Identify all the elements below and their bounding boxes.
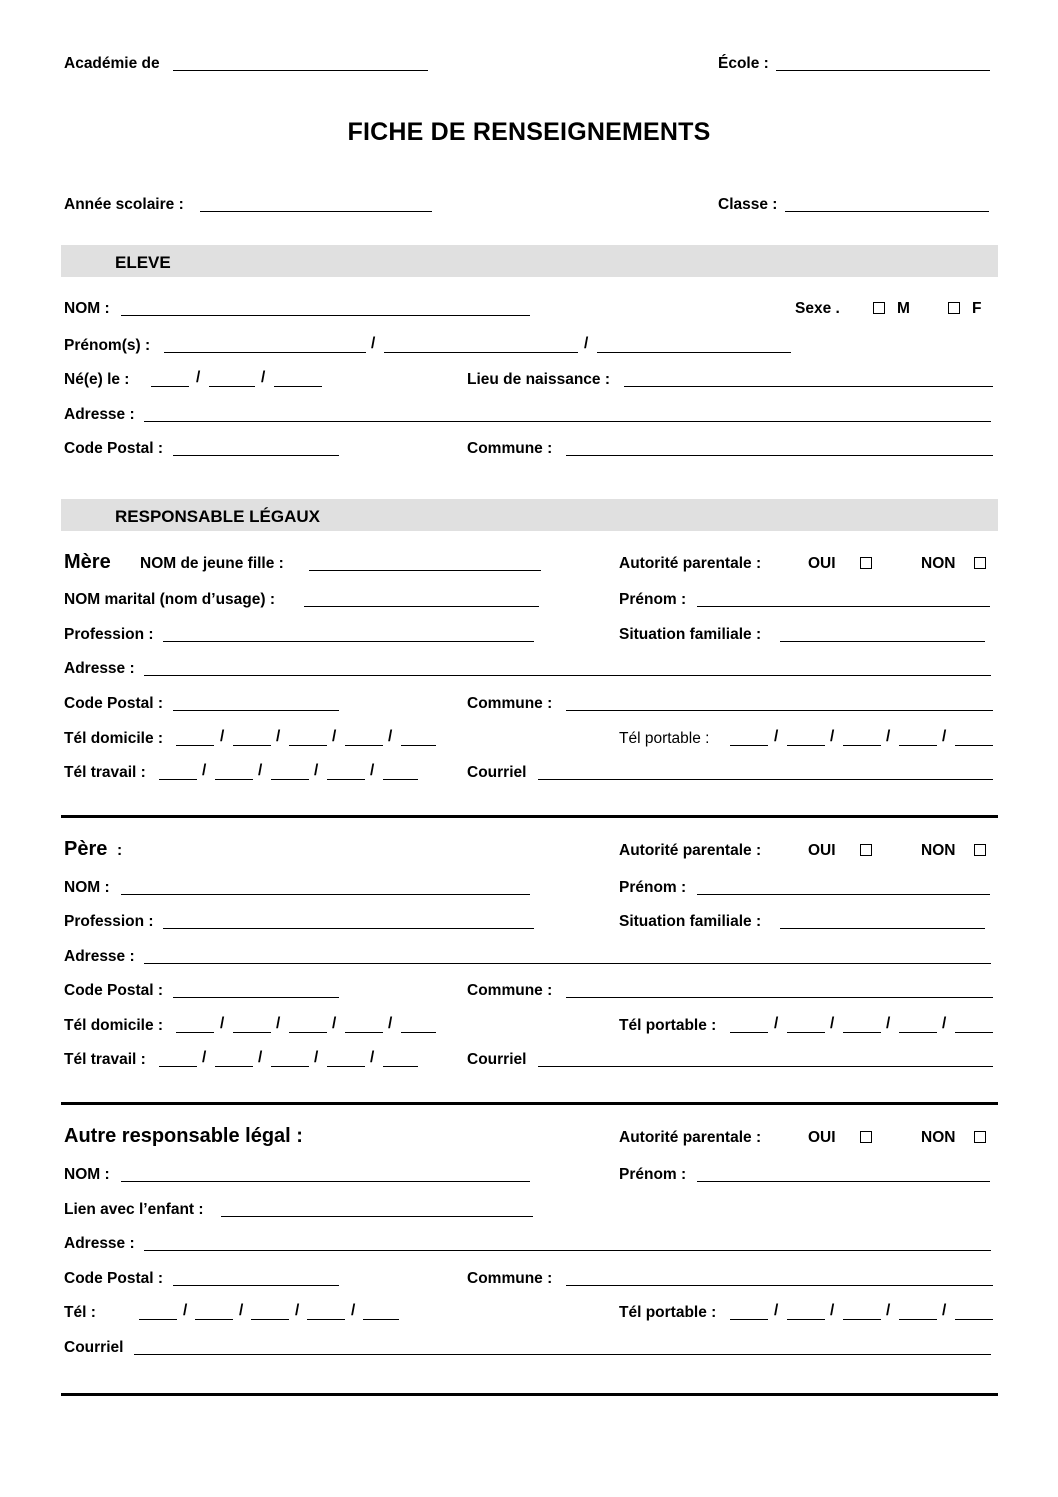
mere-courriel-field[interactable] xyxy=(538,779,993,780)
ne-le-label: Né(e) le : xyxy=(64,371,130,388)
pere-nom-field[interactable] xyxy=(121,894,530,895)
naissance-mois-field[interactable] xyxy=(209,386,255,387)
pere-situation-label: Situation familiale : xyxy=(619,913,762,930)
pere-code-postal-field[interactable] xyxy=(173,997,339,998)
autre-tel-portable-part[interactable] xyxy=(787,1319,825,1320)
tel-separator: / xyxy=(774,1302,779,1319)
autre-commune-field[interactable] xyxy=(566,1285,993,1286)
eleve-code-postal-label: Code Postal : xyxy=(64,440,164,457)
tel-separator: / xyxy=(886,1015,891,1032)
tel-separator: / xyxy=(314,762,319,779)
responsables-section-band xyxy=(61,499,998,531)
section-divider xyxy=(61,1102,998,1105)
date-separator: / xyxy=(261,369,266,386)
eleve-code-postal-field[interactable] xyxy=(173,455,339,456)
tel-separator: / xyxy=(388,728,393,745)
pere-tel-portable-part[interactable] xyxy=(955,1032,993,1033)
mere-tel-domicile-part[interactable] xyxy=(401,745,436,746)
autre-adresse-label: Adresse : xyxy=(64,1235,135,1252)
mere-nom-jeune-fille-label: NOM de jeune fille : xyxy=(140,555,284,572)
pere-autorite-label: Autorité parentale : xyxy=(619,842,762,859)
mere-tel-travail-label: Tél travail : xyxy=(64,764,146,781)
tel-separator: / xyxy=(314,1049,319,1066)
mere-tel-portable-part[interactable] xyxy=(843,745,881,746)
autre-tel-portable-part[interactable] xyxy=(899,1319,937,1320)
autre-tel-part[interactable] xyxy=(363,1319,399,1320)
pere-tel-domicile-label: Tél domicile : xyxy=(64,1017,164,1034)
pere-title-colon: : xyxy=(117,842,123,859)
classe-field[interactable] xyxy=(785,211,989,212)
mere-courriel-label: Courriel xyxy=(467,764,527,781)
pere-profession-label: Profession : xyxy=(64,913,154,930)
autre-lien-label: Lien avec l’enfant : xyxy=(64,1201,204,1218)
eleve-adresse-field[interactable] xyxy=(144,421,991,422)
autre-code-postal-field[interactable] xyxy=(173,1285,339,1286)
pere-code-postal-label: Code Postal : xyxy=(64,982,164,999)
mere-tel-portable-label: Tél portable : xyxy=(619,730,710,747)
autre-tel-label: Tél : xyxy=(64,1304,96,1321)
autre-adresse-field[interactable] xyxy=(144,1250,991,1251)
pere-tel-domicile-part[interactable] xyxy=(176,1032,214,1033)
autre-lien-field[interactable] xyxy=(221,1216,533,1217)
tel-separator: / xyxy=(774,1015,779,1032)
pere-tel-portable-part[interactable] xyxy=(843,1032,881,1033)
autre-tel-portable-part[interactable] xyxy=(730,1319,768,1320)
pere-tel-portable-part[interactable] xyxy=(730,1032,768,1033)
tel-separator: / xyxy=(942,1302,947,1319)
mere-code-postal-label: Code Postal : xyxy=(64,695,164,712)
pere-non-label: NON xyxy=(921,842,956,859)
mere-profession-label: Profession : xyxy=(64,626,154,643)
mere-situation-label: Situation familiale : xyxy=(619,626,762,643)
naissance-annee-field[interactable] xyxy=(274,386,322,387)
tel-separator: / xyxy=(276,1015,281,1032)
mere-tel-travail-part[interactable] xyxy=(271,779,309,780)
mere-tel-portable-part[interactable] xyxy=(730,745,768,746)
autre-courriel-label: Courriel xyxy=(64,1339,124,1356)
sexe-m-checkbox[interactable] xyxy=(873,302,885,314)
mere-tel-domicile-part[interactable] xyxy=(233,745,271,746)
autre-tel-part[interactable] xyxy=(139,1319,177,1320)
mere-commune-label: Commune : xyxy=(467,695,553,712)
mere-profession-field[interactable] xyxy=(163,641,534,642)
tel-separator: / xyxy=(942,728,947,745)
pere-situation-field[interactable] xyxy=(780,928,985,929)
autre-non-checkbox[interactable] xyxy=(974,1131,986,1143)
tel-separator: / xyxy=(239,1302,244,1319)
tel-separator: / xyxy=(370,762,375,779)
ecole-label: École : xyxy=(718,55,769,72)
tel-separator: / xyxy=(830,1015,835,1032)
autre-tel-part[interactable] xyxy=(251,1319,289,1320)
section-divider xyxy=(61,815,998,818)
tel-separator: / xyxy=(332,1015,337,1032)
prenom-separator: / xyxy=(584,335,589,352)
mere-prenom-field[interactable] xyxy=(697,606,990,607)
tel-separator: / xyxy=(886,728,891,745)
pere-oui-checkbox[interactable] xyxy=(860,844,872,856)
prenoms-label: Prénom(s) : xyxy=(64,337,151,354)
mere-commune-field[interactable] xyxy=(566,710,993,711)
pere-prenom-field[interactable] xyxy=(697,894,990,895)
pere-tel-travail-part[interactable] xyxy=(327,1066,365,1067)
pere-tel-travail-part[interactable] xyxy=(159,1066,197,1067)
eleve-commune-field[interactable] xyxy=(566,455,993,456)
tel-separator: / xyxy=(830,728,835,745)
mere-tel-portable-part[interactable] xyxy=(955,745,993,746)
tel-separator: / xyxy=(202,1049,207,1066)
autre-nom-label: NOM : xyxy=(64,1166,110,1183)
pere-tel-travail-label: Tél travail : xyxy=(64,1051,146,1068)
pere-tel-portable-part[interactable] xyxy=(899,1032,937,1033)
tel-separator: / xyxy=(220,1015,225,1032)
pere-commune-field[interactable] xyxy=(566,997,993,998)
section-divider xyxy=(61,1393,998,1396)
mere-tel-travail-part[interactable] xyxy=(383,779,418,780)
pere-adresse-field[interactable] xyxy=(144,963,991,964)
annee-scolaire-label: Année scolaire : xyxy=(64,196,184,213)
prenom-2-field[interactable] xyxy=(384,352,578,353)
autre-nom-field[interactable] xyxy=(121,1181,530,1182)
tel-separator: / xyxy=(351,1302,356,1319)
mere-tel-portable-part[interactable] xyxy=(787,745,825,746)
mere-title: Mère xyxy=(64,551,111,573)
autre-commune-label: Commune : xyxy=(467,1270,553,1287)
autre-tel-part[interactable] xyxy=(195,1319,233,1320)
autre-title: Autre responsable légal : xyxy=(64,1125,303,1147)
pere-non-checkbox[interactable] xyxy=(974,844,986,856)
pere-tel-domicile-part[interactable] xyxy=(345,1032,383,1033)
pere-adresse-label: Adresse : xyxy=(64,948,135,965)
pere-commune-label: Commune : xyxy=(467,982,553,999)
autre-oui-checkbox[interactable] xyxy=(860,1131,872,1143)
pere-prenom-label: Prénom : xyxy=(619,879,687,896)
mere-tel-travail-part[interactable] xyxy=(159,779,197,780)
eleve-nom-field[interactable] xyxy=(121,315,530,316)
eleve-nom-label: NOM : xyxy=(64,300,110,317)
pere-tel-domicile-part[interactable] xyxy=(289,1032,327,1033)
naissance-jour-field[interactable] xyxy=(151,386,189,387)
pere-tel-portable-part[interactable] xyxy=(787,1032,825,1033)
mere-non-checkbox[interactable] xyxy=(974,557,986,569)
tel-separator: / xyxy=(202,762,207,779)
sexe-f-label: F xyxy=(972,300,982,317)
mere-nom-jeune-fille-field[interactable] xyxy=(309,570,541,571)
tel-separator: / xyxy=(258,1049,263,1066)
lieu-naissance-label: Lieu de naissance : xyxy=(467,371,610,388)
tel-separator: / xyxy=(220,728,225,745)
mere-oui-label: OUI xyxy=(808,555,836,572)
mere-tel-domicile-part[interactable] xyxy=(289,745,327,746)
pere-tel-domicile-part[interactable] xyxy=(233,1032,271,1033)
date-separator: / xyxy=(196,369,201,386)
lieu-naissance-field[interactable] xyxy=(624,386,993,387)
autre-prenom-field[interactable] xyxy=(697,1181,990,1182)
autre-code-postal-label: Code Postal : xyxy=(64,1270,164,1287)
tel-separator: / xyxy=(388,1015,393,1032)
mere-tel-domicile-label: Tél domicile : xyxy=(64,730,164,747)
annee-scolaire-field[interactable] xyxy=(200,211,432,212)
tel-separator: / xyxy=(886,1302,891,1319)
pere-courriel-field[interactable] xyxy=(538,1066,993,1067)
mere-tel-domicile-part[interactable] xyxy=(176,745,214,746)
pere-profession-field[interactable] xyxy=(163,928,534,929)
mere-code-postal-field[interactable] xyxy=(173,710,339,711)
autre-tel-portable-part[interactable] xyxy=(955,1319,993,1320)
tel-separator: / xyxy=(183,1302,188,1319)
autre-oui-label: OUI xyxy=(808,1129,836,1146)
eleve-section-title: ELEVE xyxy=(115,253,171,272)
autre-autorite-label: Autorité parentale : xyxy=(619,1129,762,1146)
mere-tel-travail-part[interactable] xyxy=(215,779,253,780)
pere-nom-label: NOM : xyxy=(64,879,110,896)
responsables-section-title: RESPONSABLE LÉGAUX xyxy=(115,507,320,526)
mere-situation-field[interactable] xyxy=(780,641,985,642)
pere-oui-label: OUI xyxy=(808,842,836,859)
tel-separator: / xyxy=(332,728,337,745)
page-title: FICHE DE RENSEIGNEMENTS xyxy=(347,118,711,146)
pere-tel-travail-part[interactable] xyxy=(215,1066,253,1067)
academie-label: Académie de xyxy=(64,55,160,72)
sexe-f-checkbox[interactable] xyxy=(948,302,960,314)
pere-courriel-label: Courriel xyxy=(467,1051,527,1068)
ecole-field[interactable] xyxy=(776,70,990,71)
eleve-section-band xyxy=(61,245,998,277)
autre-tel-portable-part[interactable] xyxy=(843,1319,881,1320)
mere-autorite-label: Autorité parentale : xyxy=(619,555,762,572)
sexe-label: Sexe . xyxy=(795,300,840,317)
tel-separator: / xyxy=(276,728,281,745)
tel-separator: / xyxy=(295,1302,300,1319)
autre-non-label: NON xyxy=(921,1129,956,1146)
academie-field[interactable] xyxy=(173,70,428,71)
mere-adresse-field[interactable] xyxy=(144,675,991,676)
mere-tel-travail-part[interactable] xyxy=(327,779,365,780)
tel-separator: / xyxy=(774,728,779,745)
eleve-adresse-label: Adresse : xyxy=(64,406,135,423)
pere-tel-travail-part[interactable] xyxy=(383,1066,418,1067)
autre-prenom-label: Prénom : xyxy=(619,1166,687,1183)
pere-title: Père xyxy=(64,838,108,860)
mere-adresse-label: Adresse : xyxy=(64,660,135,677)
prenom-separator: / xyxy=(371,335,376,352)
mere-tel-portable-part[interactable] xyxy=(899,745,937,746)
pere-tel-travail-part[interactable] xyxy=(271,1066,309,1067)
mere-prenom-label: Prénom : xyxy=(619,591,687,608)
mere-non-label: NON xyxy=(921,555,956,572)
autre-tel-part[interactable] xyxy=(307,1319,345,1320)
autre-tel-portable-label: Tél portable : xyxy=(619,1304,717,1321)
mere-nom-marital-field[interactable] xyxy=(304,606,539,607)
tel-separator: / xyxy=(830,1302,835,1319)
prenom-1-field[interactable] xyxy=(164,352,366,353)
tel-separator: / xyxy=(370,1049,375,1066)
mere-nom-marital-label: NOM marital (nom d’usage) : xyxy=(64,591,275,608)
pere-tel-domicile-part[interactable] xyxy=(401,1032,436,1033)
mere-tel-domicile-part[interactable] xyxy=(345,745,383,746)
classe-label: Classe : xyxy=(718,196,778,213)
pere-tel-portable-label: Tél portable : xyxy=(619,1017,717,1034)
eleve-commune-label: Commune : xyxy=(467,440,553,457)
tel-separator: / xyxy=(258,762,263,779)
sexe-m-label: M xyxy=(897,300,910,317)
tel-separator: / xyxy=(942,1015,947,1032)
prenom-3-field[interactable] xyxy=(597,352,791,353)
autre-courriel-field[interactable] xyxy=(134,1354,991,1355)
mere-oui-checkbox[interactable] xyxy=(860,557,872,569)
